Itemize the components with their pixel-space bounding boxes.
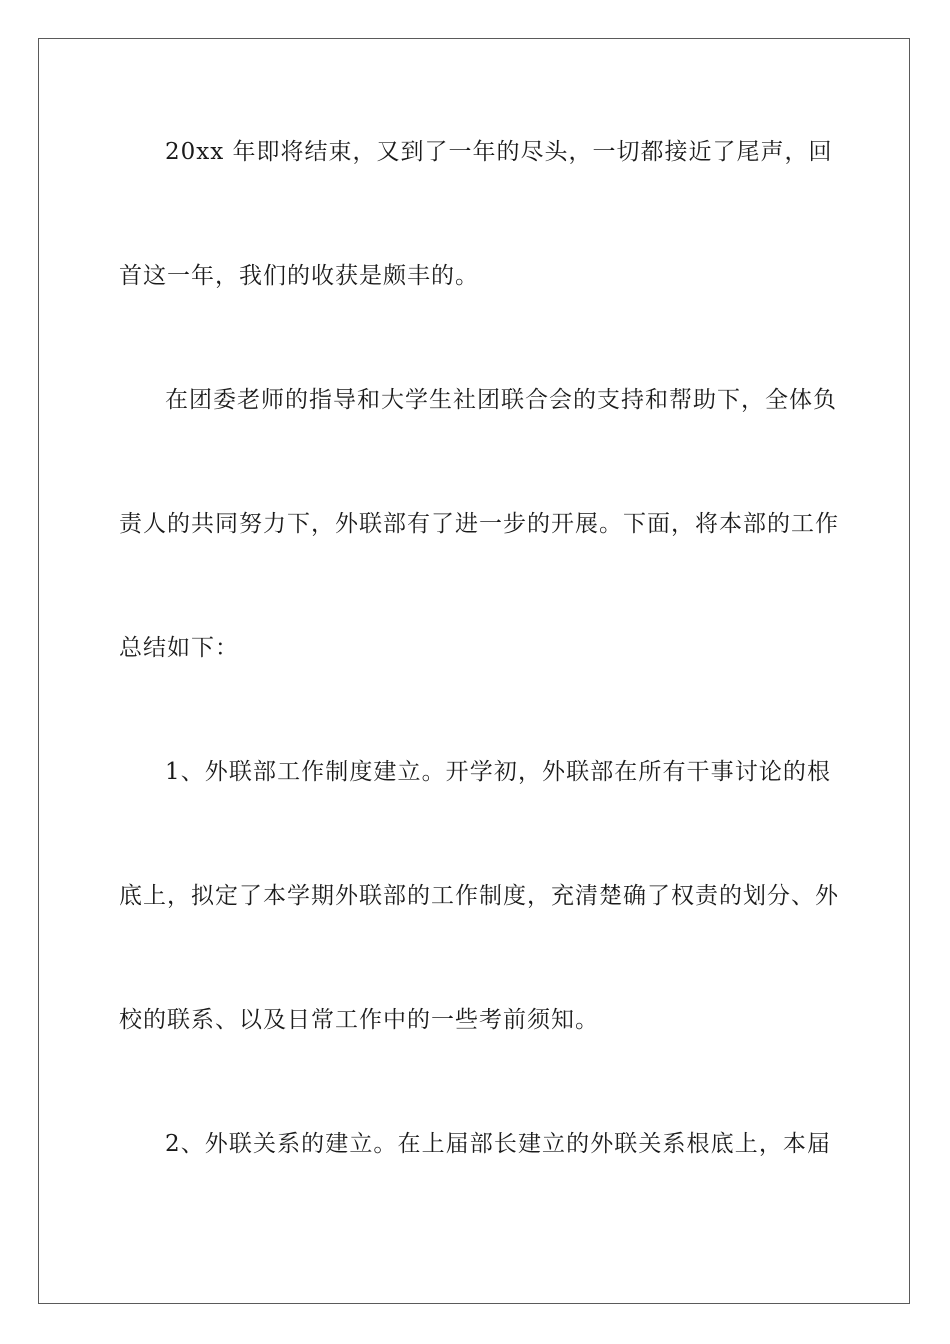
paragraph-3-line-1: 1、外联部工作制度建立。开学初，外联部在所有干事讨论的根 [165,759,831,785]
paragraph-2-line-3: 总结如下： [119,635,239,661]
paragraph-4-line-1: 2、外联关系的建立。在上届部长建立的外联关系根底上，本届 [165,1131,831,1157]
paragraph-1-line-2: 首这一年，我们的收获是颇丰的。 [119,263,479,289]
paragraph-2-line-1: 在团委老师的指导和大学生社团联合会的支持和帮助下，全体负 [165,387,837,413]
paragraph-3-line-3: 校的联系、以及日常工作中的一些考前须知。 [119,1007,599,1033]
paragraph-1-line-1: 20xx 年即将结束，又到了一年的尽头，一切都接近了尾声，回 [165,139,833,165]
paragraph-2-line-2: 责人的共同努力下，外联部有了进一步的开展。下面，将本部的工作 [119,511,839,537]
paragraph-3-line-2: 底上，拟定了本学期外联部的工作制度，充清楚确了权责的划分、外 [119,883,839,909]
document-page [38,38,910,1304]
